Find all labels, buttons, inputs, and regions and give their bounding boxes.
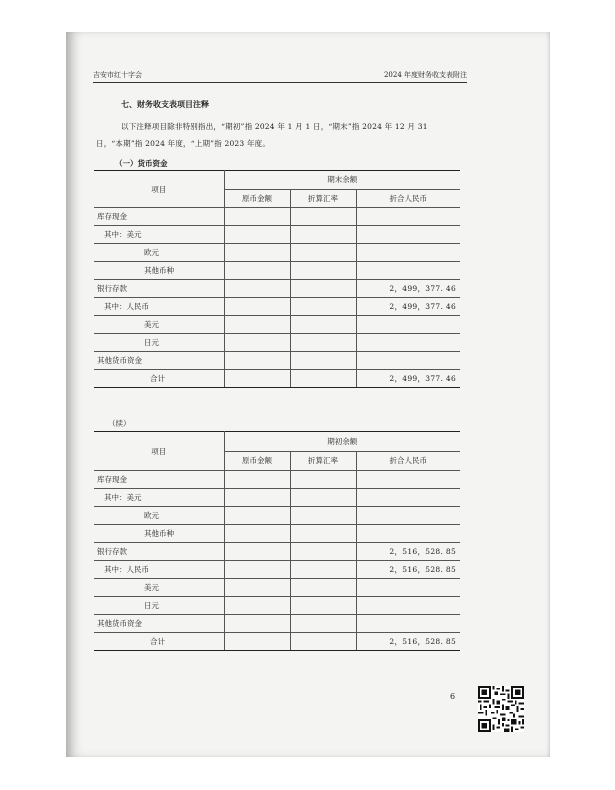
cell-rmb: 2，499，377. 46	[356, 280, 460, 298]
row-label: 其他货币资金	[94, 352, 224, 370]
cell-rate	[290, 334, 356, 352]
cell-rmb	[356, 316, 460, 334]
table-header-row	[94, 171, 460, 190]
cell-rmb	[356, 525, 460, 543]
col-header-original: 原币金额	[224, 451, 290, 471]
cell-rate	[290, 579, 356, 597]
cell-rate	[290, 280, 356, 298]
cell-rmb	[356, 597, 460, 615]
cell-rmb	[356, 352, 460, 370]
table-row	[94, 280, 460, 298]
cell-rmb: 2，516，528. 85	[356, 561, 460, 579]
row-label: 其他货币资金	[94, 615, 224, 633]
row-label: 欧元	[94, 507, 224, 525]
header-rule	[93, 82, 467, 83]
cell-rate	[290, 262, 356, 280]
item-header: 项目	[94, 171, 224, 208]
row-label: 其中：美元	[94, 489, 224, 507]
row-label: 合计	[94, 633, 224, 651]
row-label: 欧元	[94, 244, 224, 262]
cell-rate	[290, 615, 356, 633]
cell-original	[224, 280, 290, 298]
cell-original	[224, 226, 290, 244]
cell-original	[224, 208, 290, 226]
row-label: 银行存款	[94, 543, 224, 561]
table-row	[94, 507, 460, 525]
row-label: 日元	[94, 334, 224, 352]
qr-code-icon	[478, 686, 524, 732]
cash-table-period-end	[94, 170, 460, 388]
table-total-row	[94, 633, 460, 651]
cell-rate	[290, 597, 356, 615]
row-label: 库存现金	[94, 208, 224, 226]
cell-rate	[290, 507, 356, 525]
cell-rate	[290, 561, 356, 579]
cell-original	[224, 489, 290, 507]
cell-original	[224, 543, 290, 561]
item-header: 项目	[94, 432, 224, 471]
table-row	[94, 352, 460, 370]
table-row	[94, 489, 460, 507]
cell-original	[224, 352, 290, 370]
row-label: 库存现金	[94, 471, 224, 489]
table-header-row	[94, 432, 460, 452]
cell-rmb	[356, 615, 460, 633]
cell-rate	[290, 316, 356, 334]
col-header-rate: 折算汇率	[290, 189, 356, 208]
intro-line-2: 日，“本期”指 2024 年度，“上期”指 2023 年度。	[96, 139, 271, 148]
cell-rate	[290, 525, 356, 543]
cell-original	[224, 507, 290, 525]
cash-table-period-begin	[94, 431, 460, 651]
table-row	[94, 226, 460, 244]
cell-rmb	[356, 334, 460, 352]
cell-original	[224, 633, 290, 651]
row-label: 其中：人民币	[94, 561, 224, 579]
cell-rate	[290, 471, 356, 489]
cell-rate	[290, 226, 356, 244]
col-header-original: 原币金额	[224, 189, 290, 208]
cell-original	[224, 525, 290, 543]
cell-rate	[290, 489, 356, 507]
cell-rate	[290, 244, 356, 262]
cell-original	[224, 316, 290, 334]
row-label: 银行存款	[94, 280, 224, 298]
col-header-rate: 折算汇率	[290, 451, 356, 471]
cell-rmb	[356, 244, 460, 262]
table-row	[94, 298, 460, 316]
header-document-title: 2024 年度财务收支表附注	[383, 71, 467, 79]
header-organization: 吉安市红十字会	[93, 71, 142, 79]
cell-rate	[290, 633, 356, 651]
cell-rate	[290, 370, 356, 388]
cell-rmb	[356, 507, 460, 525]
cell-original	[224, 615, 290, 633]
table-row	[94, 561, 460, 579]
intro-line-1: 以下注释项目除非特别指出，“期初”指 2024 年 1 月 1 日，“期末”指 2024 年 12 月 31	[121, 122, 428, 131]
cell-rate	[290, 543, 356, 561]
cell-rmb: 2，499，377. 46	[356, 298, 460, 316]
table-row	[94, 316, 460, 334]
table-row	[94, 579, 460, 597]
cell-rmb	[356, 489, 460, 507]
cell-original	[224, 561, 290, 579]
cell-rmb: 2，499，377. 46	[356, 370, 460, 388]
row-label: 其他币种	[94, 525, 224, 543]
cell-rmb: 2，516，528. 85	[356, 543, 460, 561]
row-label: 其他币种	[94, 262, 224, 280]
group-header: 期末余额	[224, 171, 460, 190]
page-number: 6	[450, 692, 456, 701]
table-total-row	[94, 370, 460, 388]
row-label: 日元	[94, 597, 224, 615]
cell-rate	[290, 352, 356, 370]
cell-original	[224, 298, 290, 316]
row-label: 合计	[94, 370, 224, 388]
table-row	[94, 244, 460, 262]
row-label: 其中：美元	[94, 226, 224, 244]
col-header-rmb: 折合人民币	[356, 189, 460, 208]
cell-rmb	[356, 262, 460, 280]
section-title: 七、财务收支表项目注释	[121, 99, 209, 109]
cell-rate	[290, 208, 356, 226]
row-label: 其中：人民币	[94, 298, 224, 316]
cell-original	[224, 370, 290, 388]
table-row	[94, 262, 460, 280]
cell-original	[224, 334, 290, 352]
continued-label: （续）	[108, 419, 131, 428]
table-row	[94, 208, 460, 226]
cell-rmb	[356, 471, 460, 489]
table-row	[94, 597, 460, 615]
cell-rmb	[356, 579, 460, 597]
cell-rate	[290, 298, 356, 316]
col-header-rmb: 折合人民币	[356, 451, 460, 471]
cell-rmb	[356, 226, 460, 244]
row-label: 美元	[94, 579, 224, 597]
cell-original	[224, 262, 290, 280]
row-label: 美元	[94, 316, 224, 334]
cell-original	[224, 244, 290, 262]
table-row	[94, 525, 460, 543]
group-header: 期初余额	[224, 432, 460, 452]
cell-original	[224, 579, 290, 597]
table-row	[94, 471, 460, 489]
cell-original	[224, 471, 290, 489]
table-row	[94, 334, 460, 352]
cell-rmb	[356, 208, 460, 226]
cell-rmb: 2，516，528. 85	[356, 633, 460, 651]
subsection-title: （一）货币资金	[115, 159, 168, 168]
table-row	[94, 615, 460, 633]
table-row	[94, 543, 460, 561]
cell-original	[224, 597, 290, 615]
